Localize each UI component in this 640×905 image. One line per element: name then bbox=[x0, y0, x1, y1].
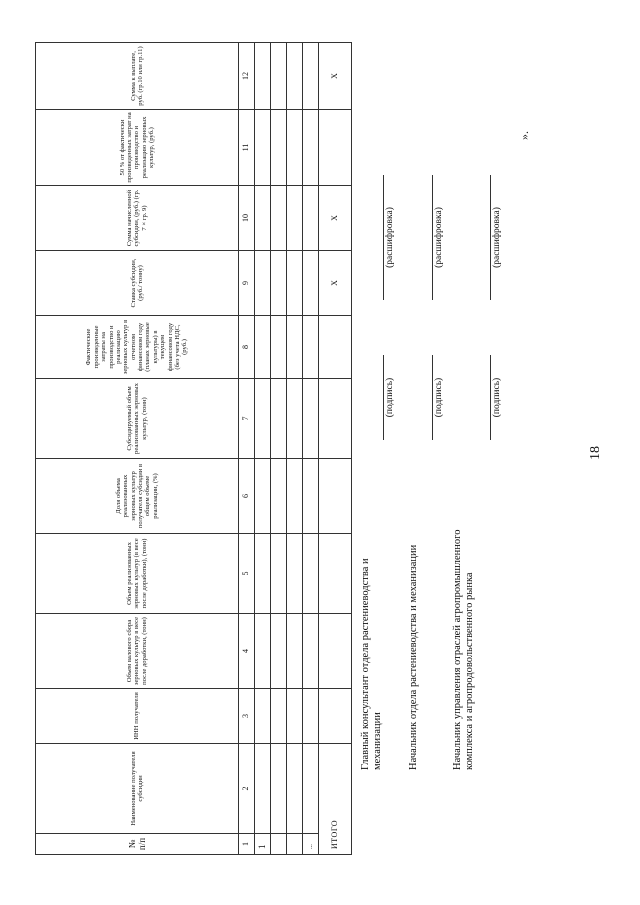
signature-position-1: Главный консультант отдела растениеводства и механизации bbox=[360, 558, 384, 770]
table-cell bbox=[271, 459, 287, 534]
column-number: 12 bbox=[239, 43, 255, 110]
name-caption-2: (расшифровка) bbox=[434, 207, 444, 268]
table-cell bbox=[255, 379, 271, 459]
table-cell bbox=[303, 614, 319, 689]
table-cell bbox=[303, 379, 319, 459]
column-number: 6 bbox=[239, 459, 255, 534]
table-cell bbox=[287, 186, 303, 251]
table-cell: 1 bbox=[255, 834, 271, 855]
closing-quote-mark: ». bbox=[517, 131, 531, 140]
total-label: ИТОГО bbox=[319, 744, 352, 855]
header-cell: № п/п bbox=[36, 834, 239, 855]
table-cell bbox=[303, 316, 319, 379]
table-cell bbox=[271, 744, 287, 834]
table-cell bbox=[255, 186, 271, 251]
table-cell bbox=[287, 744, 303, 834]
table-cell bbox=[303, 689, 319, 744]
table-cell: ... bbox=[303, 834, 319, 855]
table-cell bbox=[287, 534, 303, 614]
header-cell: ИНН получателя bbox=[36, 689, 239, 744]
table-cell bbox=[303, 110, 319, 186]
header-cell: Сумма к выплате, руб. (гр.10 или гр.11) bbox=[36, 43, 239, 110]
table-cell bbox=[271, 689, 287, 744]
table-row bbox=[255, 43, 271, 855]
table-cell bbox=[287, 614, 303, 689]
header-cell: Ставка субсидии, (руб./ тонну) bbox=[36, 251, 239, 316]
table-cell bbox=[271, 43, 287, 110]
header-cell: Объем валового сбора зерновых культур в весе после доработки, (тонн) bbox=[36, 614, 239, 689]
signature-caption-1: (подпись) bbox=[385, 377, 395, 418]
table-cell bbox=[255, 43, 271, 110]
table-cell bbox=[287, 379, 303, 459]
table-cell bbox=[287, 689, 303, 744]
name-line-3 bbox=[490, 175, 491, 300]
column-number: 2 bbox=[239, 744, 255, 834]
table-cell bbox=[303, 186, 319, 251]
table-cell bbox=[271, 834, 287, 855]
total-cell bbox=[319, 689, 352, 744]
column-number: 5 bbox=[239, 534, 255, 614]
table-cell bbox=[271, 379, 287, 459]
column-number: 11 bbox=[239, 110, 255, 186]
header-cell: Объем реализованных зерновых культур (в весе после доработки), (тонн) bbox=[36, 534, 239, 614]
name-line-1 bbox=[383, 175, 384, 300]
total-cell bbox=[319, 459, 352, 534]
header-cell: Сумма начисленной субсидии, (руб.) (гр. 7 × гр. 9) bbox=[36, 186, 239, 251]
table-cell bbox=[303, 459, 319, 534]
column-number-row bbox=[239, 43, 255, 855]
header-cell: Фактические произведенные затраты на производство и реализацию зерновых культур в отчетном финансовом году (планах зерновые культуры) в текущем финансовом году (без учета НДС, (руб.) bbox=[36, 316, 239, 379]
total-cell: X bbox=[319, 186, 352, 251]
column-number: 7 bbox=[239, 379, 255, 459]
subsidy-table bbox=[35, 42, 352, 855]
header-cell: Наименование получателя субсидии bbox=[36, 744, 239, 834]
table-cell bbox=[255, 614, 271, 689]
signature-caption-3: (подпись) bbox=[492, 377, 502, 418]
signature-line-1 bbox=[383, 355, 384, 440]
table-cell bbox=[271, 534, 287, 614]
table-cell bbox=[271, 251, 287, 316]
signature-line-3 bbox=[490, 355, 491, 440]
column-number: 4 bbox=[239, 614, 255, 689]
total-cell: X bbox=[319, 251, 352, 316]
header-cell: Доля объема реализованных зерновых культур получателя субсидии в общем объеме реализации, (%) bbox=[36, 459, 239, 534]
total-cell bbox=[319, 110, 352, 186]
header-cell: 50 % от фактически произведенных затрат на производство и реализацию зерновых культур, (руб.) bbox=[36, 110, 239, 186]
table-cell bbox=[271, 186, 287, 251]
total-cell bbox=[319, 379, 352, 459]
page-number: 18 bbox=[588, 446, 603, 460]
table-cell bbox=[271, 316, 287, 379]
table-cell bbox=[271, 110, 287, 186]
signature-line-2 bbox=[432, 355, 433, 440]
column-number: 3 bbox=[239, 689, 255, 744]
table-cell bbox=[255, 316, 271, 379]
table-cell bbox=[287, 251, 303, 316]
column-number: 1 bbox=[239, 834, 255, 855]
table-cell bbox=[287, 834, 303, 855]
table-cell bbox=[287, 459, 303, 534]
column-number: 10 bbox=[239, 186, 255, 251]
total-cell bbox=[319, 534, 352, 614]
name-caption-3: (расшифровка) bbox=[492, 207, 502, 268]
signature-position-3: Начальник управления отраслей агропромышленного комплекса и агропродовольственного рынка bbox=[452, 529, 476, 770]
table-row bbox=[303, 43, 319, 855]
name-caption-1: (расшифровка) bbox=[385, 207, 395, 268]
table-cell bbox=[255, 689, 271, 744]
table-cell bbox=[287, 43, 303, 110]
table-cell bbox=[255, 251, 271, 316]
table-cell bbox=[287, 110, 303, 186]
table-cell bbox=[303, 744, 319, 834]
table-cell bbox=[255, 744, 271, 834]
name-line-2 bbox=[432, 175, 433, 300]
table-cell bbox=[287, 316, 303, 379]
signature-position-2: Начальник отдела растениеводства и механизации bbox=[408, 544, 419, 770]
total-cell bbox=[319, 614, 352, 689]
total-row bbox=[319, 43, 352, 855]
table-row bbox=[287, 43, 303, 855]
table-cell bbox=[303, 534, 319, 614]
header-row bbox=[36, 43, 239, 855]
table-cell bbox=[255, 459, 271, 534]
table-row bbox=[271, 43, 287, 855]
total-cell: X bbox=[319, 43, 352, 110]
total-cell bbox=[319, 316, 352, 379]
header-cell: Субсидируемый объем реализованных зерновых культур, (тонн) bbox=[36, 379, 239, 459]
table-cell bbox=[255, 110, 271, 186]
table-cell bbox=[255, 534, 271, 614]
table-cell bbox=[271, 614, 287, 689]
signature-caption-2: (подпись) bbox=[434, 377, 444, 418]
column-number: 8 bbox=[239, 316, 255, 379]
table-cell bbox=[303, 251, 319, 316]
column-number: 9 bbox=[239, 251, 255, 316]
table-cell bbox=[303, 43, 319, 110]
